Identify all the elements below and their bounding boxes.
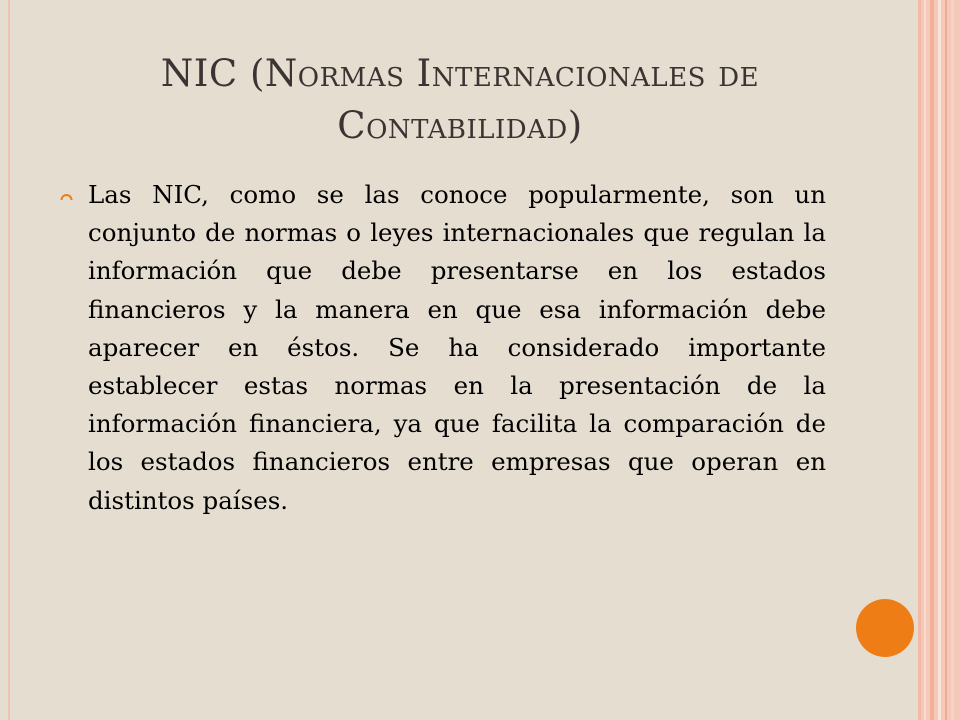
bullet-text: Las NIC, como se las conoce popularmente, son un conjunto de normas o leyes internacionales que regulan la información que debe presentarse en los estados financieros y la manera en que esa información debe aparecer en éstos. Se ha considerado importante establecer estas normas en la presentación de la información financiera, ya que facilita la comparación de los estados financieros entre empresas que operan en distintos países. xyxy=(88,180,826,515)
right-stripe xyxy=(930,0,934,720)
right-stripe xyxy=(938,0,941,720)
list-item xyxy=(60,176,826,520)
left-edge-stripe xyxy=(8,0,10,720)
orange-circle-decoration xyxy=(856,599,914,657)
bullet-icon xyxy=(60,191,73,201)
right-stripe xyxy=(918,0,921,720)
bullet-list xyxy=(60,176,826,520)
slide-title: NIC (Normas Internacionales de Contabilidad) xyxy=(160,52,760,147)
right-stripe xyxy=(951,0,954,720)
right-stripe xyxy=(945,0,947,720)
right-stripe xyxy=(924,0,926,720)
